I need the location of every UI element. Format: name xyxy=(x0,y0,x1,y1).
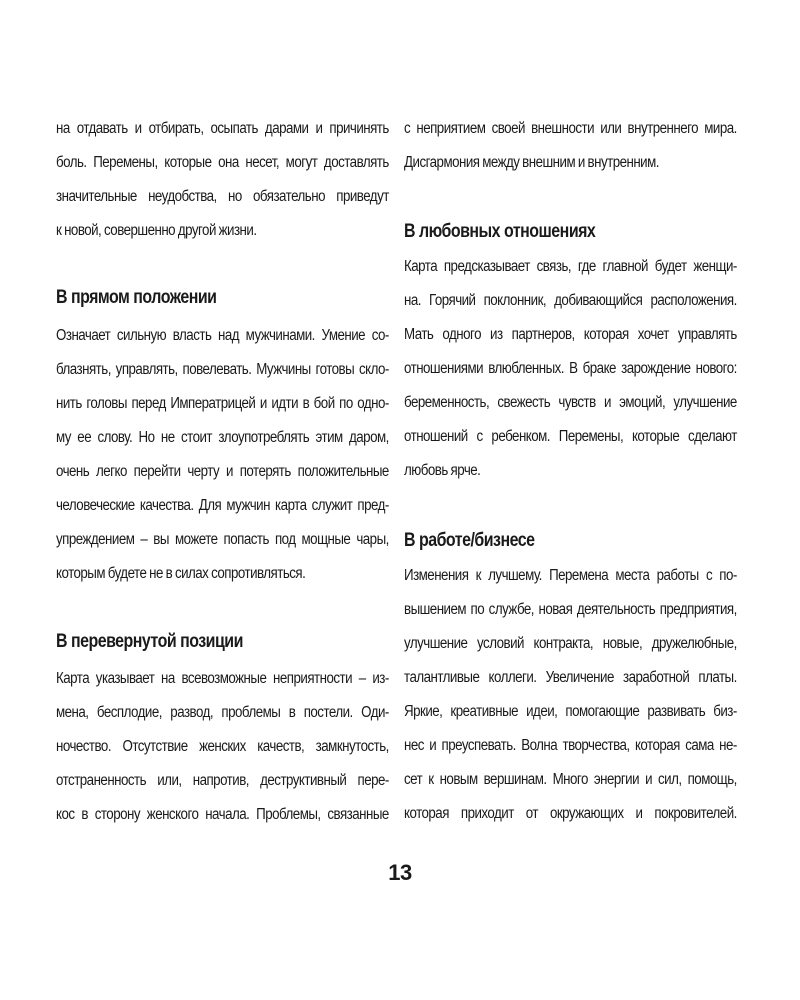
section-heading-reversed: В перевернутой позиции xyxy=(56,631,243,652)
text-line: которым будете не в силах сопротивляться. xyxy=(56,565,306,582)
text-line: на. Горячий поклонник, добивающийся расположения. xyxy=(404,292,737,309)
text-line: к новой, совершенно другой жизни. xyxy=(56,222,257,239)
text-line: отношений с ребенком. Перемены, которые сделают xyxy=(404,428,737,445)
text-line: отношениями влюбленных. В браке зарождение нового: xyxy=(404,360,737,377)
text-line: значительные неудобства, но обязательно приведут xyxy=(56,188,389,205)
text-line: кос в сторону женского начала. Проблемы, связанные xyxy=(56,806,389,823)
text-line: Означает сильную власть над мужчинами. Умение со- xyxy=(56,327,389,344)
text-line: ночество. Отсутствие женских качеств, замкнутость, xyxy=(56,738,389,755)
text-line: мена, бесплодие, развод, проблемы в постели. Оди- xyxy=(56,704,389,721)
page-number: 13 xyxy=(388,860,412,885)
text-line: Мать одного из партнеров, которая хочет управлять xyxy=(404,326,737,343)
text-line: талантливые коллеги. Увеличение заработной платы. xyxy=(404,669,737,686)
text-line: упреждением – вы можете попасть под мощные чары, xyxy=(56,531,389,548)
text-line: Карта указывает на всевозможные неприятности – из- xyxy=(56,670,389,687)
text-line: улучшение условий контракта, новые, дружелюбные, xyxy=(404,635,737,652)
section-heading-upright: В прямом положении xyxy=(56,287,217,308)
text-line: му ее слову. Но не стоит злоупотреблять этим даром, xyxy=(56,429,389,446)
text-line: блазнять, управлять, повелевать. Мужчины готовы скло- xyxy=(56,361,389,378)
text-line: нить головы перед Императрицей и идти в бой по одно- xyxy=(56,395,389,412)
section-heading-love: В любовных отношениях xyxy=(404,221,596,242)
text-line: боль. Перемены, которые она несет, могут доставлять xyxy=(56,154,389,171)
text-line: Изменения к лучшему. Перемена места работы с по- xyxy=(404,567,737,584)
text-line: любовь ярче. xyxy=(404,462,481,479)
text-line: с неприятием своей внешности или внутреннего мира. xyxy=(404,120,737,137)
text-line: нес и преуспевать. Волна творчества, которая сама не- xyxy=(404,737,737,754)
text-line: очень легко перейти черту и потерять положительные xyxy=(56,463,389,480)
text-line: на отдавать и отбирать, осыпать дарами и причинять xyxy=(56,120,389,137)
text-line: сет к новым вершинам. Много энергии и сил, помощь, xyxy=(404,771,737,788)
section-heading-work: В работе/бизнесе xyxy=(404,530,535,551)
text-line: которая приходит от окружающих и покровителей. xyxy=(404,805,737,822)
text-line: Дисгармония между внешним и внутренним. xyxy=(404,154,659,171)
text-line: вышением по службе, новая деятельность предприятия, xyxy=(404,601,737,618)
text-line: беременность, свежесть чувств и эмоций, улучшение xyxy=(404,394,737,411)
text-line: Яркие, креативные идеи, помогающие развивать биз- xyxy=(404,703,737,720)
text-line: человеческие качества. Для мужчин карта служит пред- xyxy=(56,497,389,514)
text-line: отстраненность или, напротив, деструктивный пере- xyxy=(56,772,389,789)
text-line: Карта предсказывает связь, где главной будет женщи- xyxy=(404,258,737,275)
